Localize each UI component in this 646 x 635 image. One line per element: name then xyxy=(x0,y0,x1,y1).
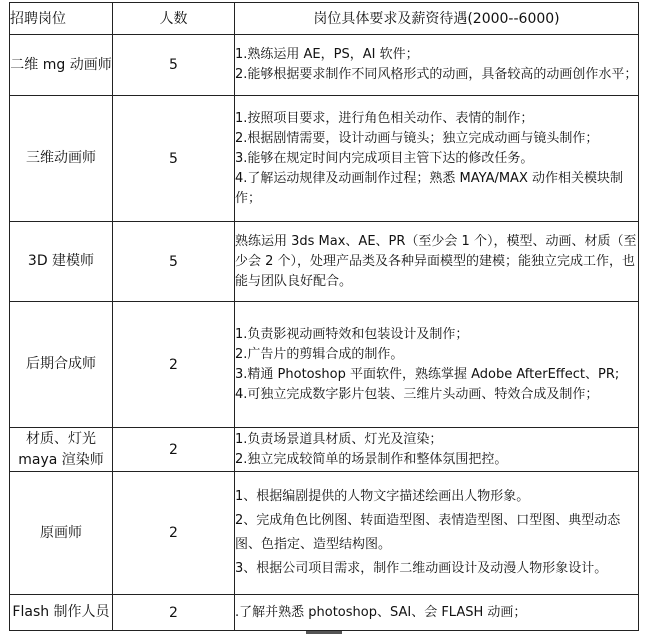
table-row xyxy=(10,302,639,428)
requirement-line: 熟练运用 3ds Max、AE、PR（至少会 1 个），模型、动画、材质（至少会 2 个），处理产品类及各种异面模型的建模；能独立完成工作，也能与团队良好配合。 xyxy=(235,233,637,289)
table-row xyxy=(10,96,639,222)
row-position: 三维动画师 xyxy=(10,96,113,222)
row-requirements xyxy=(235,595,639,631)
row-count: 5 xyxy=(113,96,235,222)
requirement-line: 3.能够在规定时间内完成项目主管下达的修改任务。 xyxy=(235,150,534,166)
requirement-line: 2.根据剧情需要，设计动画与镜头；独立完成动画与镜头制作； xyxy=(235,130,599,146)
table-row xyxy=(10,222,639,302)
row-count: 5 xyxy=(113,222,235,302)
requirement-line: 1.负责影视动画特效和包装设计及制作； xyxy=(235,326,469,342)
table-row xyxy=(10,428,639,472)
row-requirements xyxy=(235,222,639,302)
table-row xyxy=(10,595,639,631)
row-count: 2 xyxy=(113,428,235,472)
header-position: 招聘岗位 xyxy=(10,3,113,35)
requirement-line: 2.能够根据要求制作不同风格形式的动画，具备较高的动画创作水平； xyxy=(235,67,638,82)
row-count: 5 xyxy=(113,35,235,96)
table-body xyxy=(10,35,639,631)
row-requirements xyxy=(235,472,639,595)
requirement-line: 1.按照项目要求，进行角色相关动作、表情的制作； xyxy=(235,110,534,126)
requirement-line: 1.负责场景道具材质、灯光及渲染； xyxy=(235,431,443,447)
header-requirements: 岗位具体要求及薪资待遇(2000--6000) xyxy=(235,3,639,35)
row-count: 2 xyxy=(113,595,235,631)
requirement-line: 3、根据公司项目需求，制作二维动画设计及动漫人物形象设计。 xyxy=(235,561,608,576)
table-row xyxy=(10,35,639,96)
header-count: 人数 xyxy=(113,3,235,35)
requirement-line: 1.熟练运用 AE，PS，AI 软件； xyxy=(235,47,419,62)
row-requirements xyxy=(235,428,639,472)
row-position: 后期合成师 xyxy=(10,302,113,428)
requirement-line: .了解并熟悉 photoshop、SAI、会 FLASH 动画； xyxy=(235,604,527,620)
recruitment-table xyxy=(9,2,639,631)
requirement-line: 1、根据编剧提供的人物文字描述绘画出人物形象。 xyxy=(235,489,530,504)
table-row xyxy=(10,472,639,595)
row-position: 3D 建模师 xyxy=(10,222,113,302)
requirement-line: 4.可独立完成数字影片包装、三维片头动画、特效合成及制作； xyxy=(235,386,599,402)
page-edge-mark xyxy=(306,631,342,634)
row-requirements xyxy=(235,302,639,428)
row-count: 2 xyxy=(113,302,235,428)
row-requirements xyxy=(235,96,639,222)
row-count: 2 xyxy=(113,472,235,595)
row-requirements xyxy=(235,35,639,96)
table-header xyxy=(10,3,639,35)
requirement-line: 4.了解运动规律及动画制作过程；熟悉 MAYA/MAX 动作相关模块制作； xyxy=(235,170,623,206)
row-position: 二维 mg 动画师 xyxy=(10,35,113,96)
header-row xyxy=(10,3,639,35)
requirement-line: 2.独立完成较简单的场景制作和整体氛围把控。 xyxy=(235,451,508,467)
requirement-line: 3.精通 Photoshop 平面软件，熟练掌握 Adobe AfterEffect、PR; xyxy=(235,366,620,382)
row-position: 材质、灯光 maya 渲染师 xyxy=(10,428,113,472)
row-position: 原画师 xyxy=(10,472,113,595)
requirement-line: 2、完成角色比例图、转面造型图、表情造型图、口型图、典型动态图、色指定、造型结构图。 xyxy=(235,513,621,552)
requirement-line: 2.广告片的剪辑合成的制作。 xyxy=(235,346,404,362)
row-position: Flash 制作人员 xyxy=(10,595,113,631)
